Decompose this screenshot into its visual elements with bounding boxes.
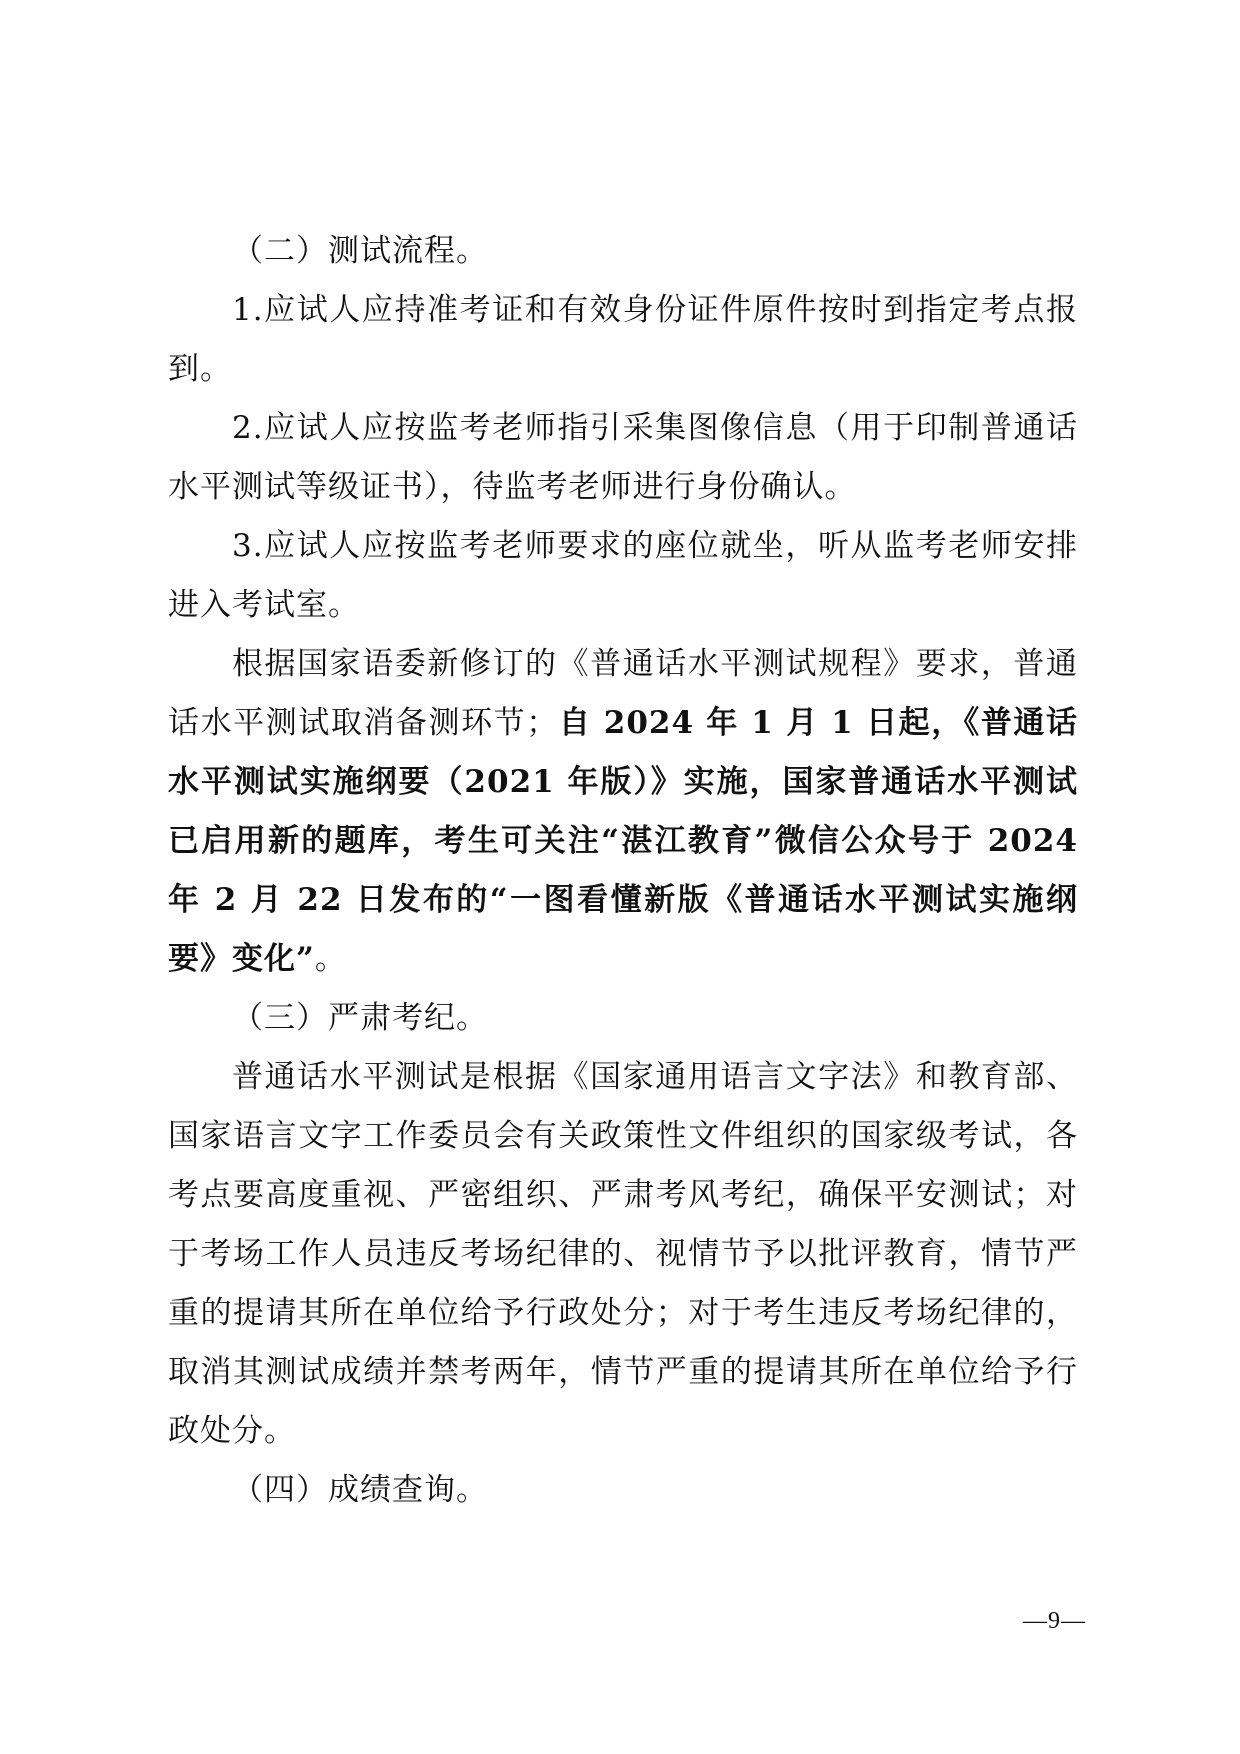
note-end-punctuation: 。 — [314, 941, 347, 977]
paragraph-note — [168, 635, 1078, 989]
section-heading-test-process: （二）测试流程。 — [232, 233, 488, 269]
page-number: —9— — [1023, 1608, 1086, 1634]
paragraph-item-3: 3.应试人应按监考老师要求的座位就坐，听从监考老师安排进入考试室。 — [168, 528, 1078, 623]
paragraph-item-2: 2.应试人应按监考老师指引采集图像信息（用于印制普通话水平测试等级证书），待监考老师进行身份确认。 — [168, 410, 1078, 505]
paragraph-item-1: 1.应试人应持准考证和有效身份证件原件按时到指定考点报到。 — [168, 292, 1078, 387]
document-body — [168, 222, 1078, 1520]
section-heading-score-query: （四）成绩查询。 — [232, 1472, 488, 1508]
note-plain-text: 根据国家语委新修订的《普通话水平测试规程》要求，普通话水平测试取消备测环节； — [168, 646, 1078, 741]
section-heading-exam-discipline: （三）严肃考纪。 — [232, 1000, 488, 1036]
note-bold-text: 自 2024 年 1 月 1 日起，《普通话水平测试实施纲要（2021 年版）》实施，国家普通话水平测试已启用新的题库，考生可关注“湛江教育”微信公众号于 2024 年 2 月 22 日发布的“一图看懂新版《普通话水平测试实施纲要》变化” — [168, 705, 1078, 977]
paragraph-discipline: 普通话水平测试是根据《国家通用语言文字法》和教育部、国家语言文字工作委员会有关政策性文件组织的国家级考试，各考点要高度重视、严密组织、严肃考风考纪，确保平安测试；对于考场工作人员违反考场纪律的、视情节予以批评教育，情节严重的提请其所在单位给予行政处分；对于考生违反考场纪律的，取消其测试成绩并禁考两年，情节严重的提请其所在单位给予行政处分。 — [168, 1059, 1078, 1449]
